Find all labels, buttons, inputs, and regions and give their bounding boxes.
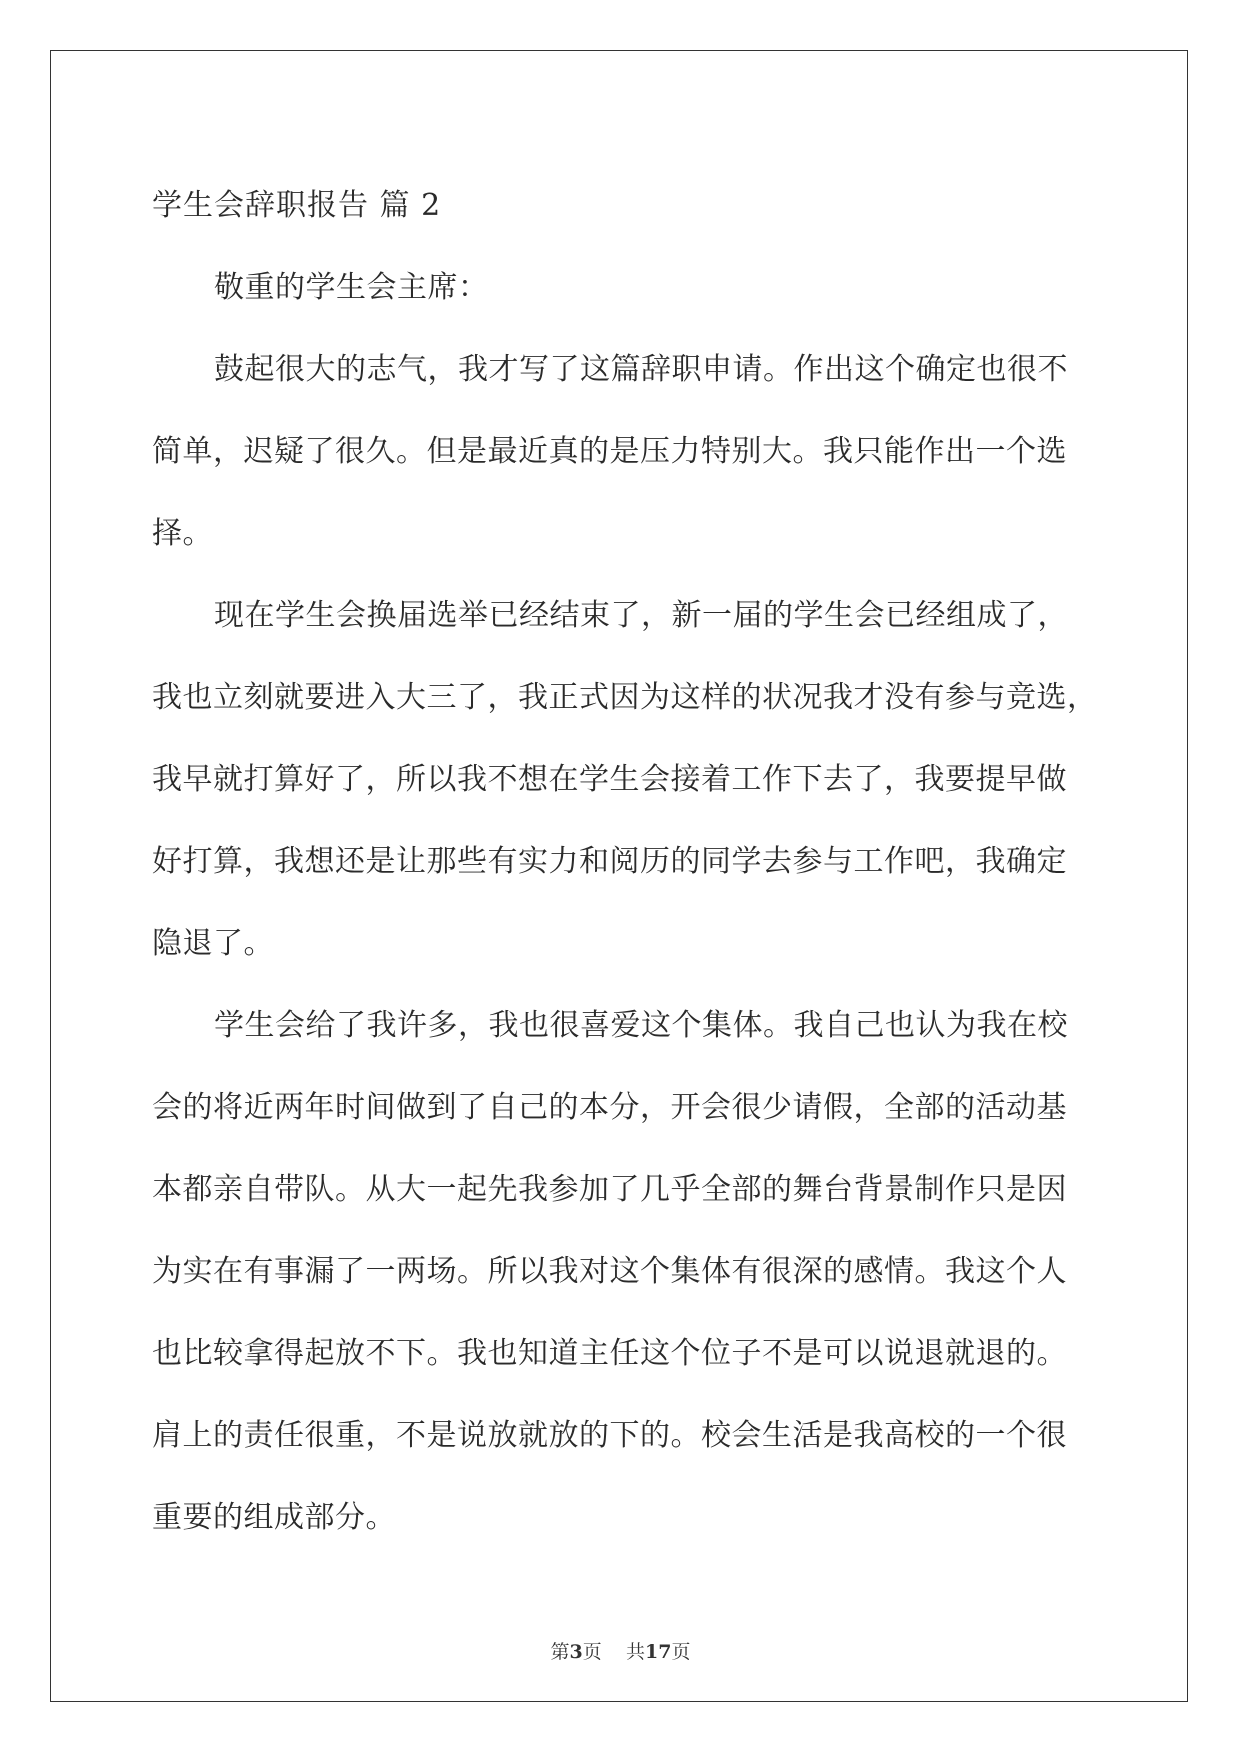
total-suffix: 页: [671, 1641, 691, 1663]
paragraph-line: 我早就打算好了，所以我不想在学生会接着工作下去了，我要提早做: [152, 762, 1067, 797]
page-suffix: 页: [582, 1641, 602, 1663]
page-number: 3: [569, 1641, 583, 1663]
total-prefix: 共: [625, 1641, 645, 1663]
paragraph-line: 会的将近两年时间做到了自己的本分，开会很少请假，全部的活动基: [152, 1090, 1067, 1125]
paragraph-2: [152, 575, 1098, 985]
paragraph-3: [152, 985, 1094, 1559]
greeting: 敬重的学生会主席：: [214, 270, 489, 305]
page-prefix: 第: [550, 1641, 570, 1663]
page-footer: [0, 1639, 1241, 1665]
paragraph-1: [152, 329, 1094, 575]
paragraph-line: 为实在有事漏了一两场。所以我对这个集体有很深的感情。我这个人: [152, 1254, 1067, 1289]
paragraph-line: 鼓起很大的志气，我才写了这篇辞职申请。作出这个确定也很不: [214, 352, 1068, 387]
document-body: [152, 165, 1098, 1559]
paragraph-line: 我也立刻就要进入大三了，我正式因为这样的状况我才没有参与竞选，: [152, 680, 1098, 715]
paragraph-line: 简单，迟疑了很久。但是最近真的是压力特别大。我只能作出一个选: [152, 434, 1067, 469]
paragraph-line: 现在学生会换届选举已经结束了，新一届的学生会已经组成了，: [214, 598, 1068, 633]
document-title: 学生会辞职报告 篇 2: [152, 188, 442, 223]
paragraph-line: 也比较拿得起放不下。我也知道主任这个位子不是可以说退就退的。: [152, 1336, 1067, 1371]
paragraph-line: 好打算，我想还是让那些有实力和阅历的同学去参与工作吧，我确定: [152, 844, 1067, 879]
paragraph-line: 择。: [152, 516, 213, 551]
paragraph-line: 本都亲自带队。从大一起先我参加了几乎全部的舞台背景制作只是因: [152, 1172, 1067, 1207]
total-pages: 17: [644, 1641, 672, 1663]
paragraph-line: 隐退了。: [152, 926, 274, 961]
paragraph-line: 学生会给了我许多，我也很喜爱这个集体。我自己也认为我在校: [214, 1008, 1068, 1043]
paragraph-line: 肩上的责任很重，不是说放就放的下的。校会生活是我高校的一个很: [152, 1418, 1067, 1453]
paragraph-line: 重要的组成部分。: [152, 1500, 396, 1535]
